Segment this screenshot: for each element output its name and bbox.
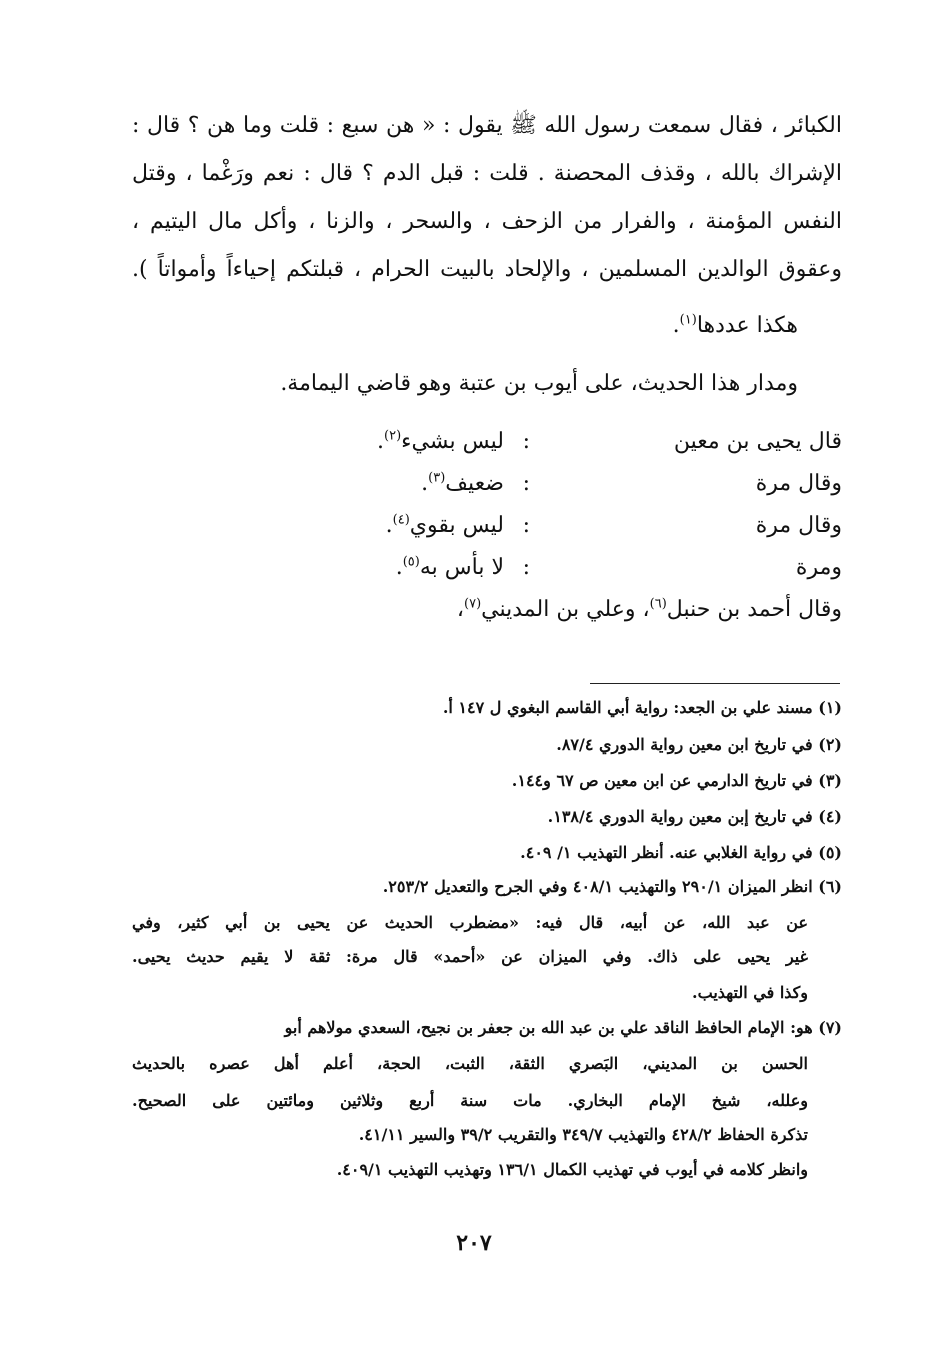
row-verdict: ضعيف$^{(٣)}$. xyxy=(421,470,504,496)
footnote-6-line-3: غير يحيى على ذاك. وفي الميزان عن «أحمد» قال مرة: ثقة لا يقيم حديث يحيى. xyxy=(132,947,808,966)
footnote-ref-1: (١) xyxy=(679,312,697,328)
madar-line: ومدار هذا الحديث، على أيوب بن عتبة وهو قاضي اليمامة. xyxy=(280,371,798,396)
narrator-row-2 xyxy=(300,470,842,502)
ahmad-line: وقال أحمد بن حنبل$^{(٦)}$، وعلي بن المديني$^{(٧)}$، xyxy=(456,596,842,622)
row-colon: : xyxy=(522,471,530,496)
footnote-1: (١) مسند علي بن الجعد: رواية أبي القاسم البغوي ل ١٤٧ أ. xyxy=(442,698,842,717)
row-colon: : xyxy=(522,513,530,538)
footnote-5: (٥) في رواية الغلابي عنه. أنظر التهذيب ١/ ٤٠٩. xyxy=(520,843,842,862)
page-number: ٢٠٧ xyxy=(456,1230,492,1256)
row-speaker: وقال مرة xyxy=(755,513,842,538)
footnote-2: (٢) في تاريخ ابن معين رواية الدوري ٨٧/٤. xyxy=(556,735,842,754)
counted-end: . xyxy=(672,313,680,338)
footnote-6: (٦) انظر الميزان ٢٩٠/١ والتهذيب ٤٠٨/١ وفي الجرح والتعديل ٢٥٣/٢. xyxy=(382,877,842,896)
row-verdict: ليس بشيء$^{(٢)}$. xyxy=(377,428,504,454)
row-speaker: قال يحيى بن معين xyxy=(673,429,842,454)
narrator-row-1 xyxy=(300,428,842,460)
row-verdict: ليس بقوي$^{(٤)}$. xyxy=(385,512,504,538)
footnote-6-line-4: وكذا في التهذيب. xyxy=(692,983,808,1002)
body-line-3: النفس المؤمنة ، والفرار من الزحف ، والسحر ، والزنا ، وأكل مال اليتيم ، xyxy=(132,209,842,234)
row-verdict: لا بأس به$^{(٥)}$. xyxy=(395,554,504,580)
footnote-7-line-2: الحسن بن المديني، البَصري الثقة، الثبت، الحجة، أعلم أهل عصره بالحديث xyxy=(132,1054,808,1073)
footnote-ref-6: (٦) xyxy=(649,596,667,612)
counted-line xyxy=(673,312,798,340)
footnote-3: (٣) في تاريخ الدارمي عن ابن معين ص ٦٧ و١٤٤. xyxy=(511,771,842,790)
footnote-7-line-3: وعلله، شيخ الإمام البخاري. مات سنة أربع وثلاثين ومائتين على الصحيح. xyxy=(132,1091,808,1110)
footnote-separator xyxy=(590,683,840,684)
narrator-row-4 xyxy=(300,554,842,586)
footnote-7: (٧) هو: الإمام الحافظ الناقد علي بن عبد الله بن جعفر بن نجيح، السعدي مولاهم أبو xyxy=(284,1018,842,1037)
footnote-6-line-2: عن عبد الله، عن أبيه، قال فيه: «مضطرب الحديث عن يحيى بن أبي كثير، وفي xyxy=(132,913,808,932)
row-speaker: وقال مرة xyxy=(755,471,842,496)
row-colon: : xyxy=(522,555,530,580)
footnote-ref-5: (٥) xyxy=(402,554,420,570)
footnote-ref-2: (٢) xyxy=(384,428,402,444)
row-colon: : xyxy=(522,429,530,454)
narrator-row-3 xyxy=(300,512,842,544)
footnote-7-line-4: تذكرة الحفاظ ٤٢٨/٢ والتهذيب ٣٤٩/٧ والتقريب ٣٩/٢ والسير ٤١/١١. xyxy=(358,1125,808,1144)
row-speaker: ومرة xyxy=(795,555,842,580)
counted-text: هكذا عددها xyxy=(696,313,798,338)
body-line-1: الكبائر ، فقال سمعت رسول الله ﷺ يقول : « هن سبع : قلت وما هن ؟ قال : xyxy=(132,113,842,138)
body-line-4: وعقوق الوالدين المسلمين ، والإلحاد بالبيت الحرام ، قبلتكم إحياءاً وأمواتاً ). xyxy=(132,257,842,282)
body-line-2: الإشراك بالله ، وقذف المحصنة . قلت : قبل الدم ؟ قال : نعم ورَغْما ، وقتل xyxy=(132,161,842,186)
footnote-4: (٤) في تاريخ إبن معين رواية الدوري ١٣٨/٤. xyxy=(547,807,842,826)
footnote-ref-7: (٧) xyxy=(464,596,482,612)
footnote-ref-4: (٤) xyxy=(392,512,410,528)
footnote-ref-3: (٣) xyxy=(428,470,446,486)
footnote-7-line-5: وانظر كلامه في أيوب في تهذيب الكمال ١٣٦/١ وتهذيب التهذيب ٤٠٩/١. xyxy=(336,1160,808,1179)
